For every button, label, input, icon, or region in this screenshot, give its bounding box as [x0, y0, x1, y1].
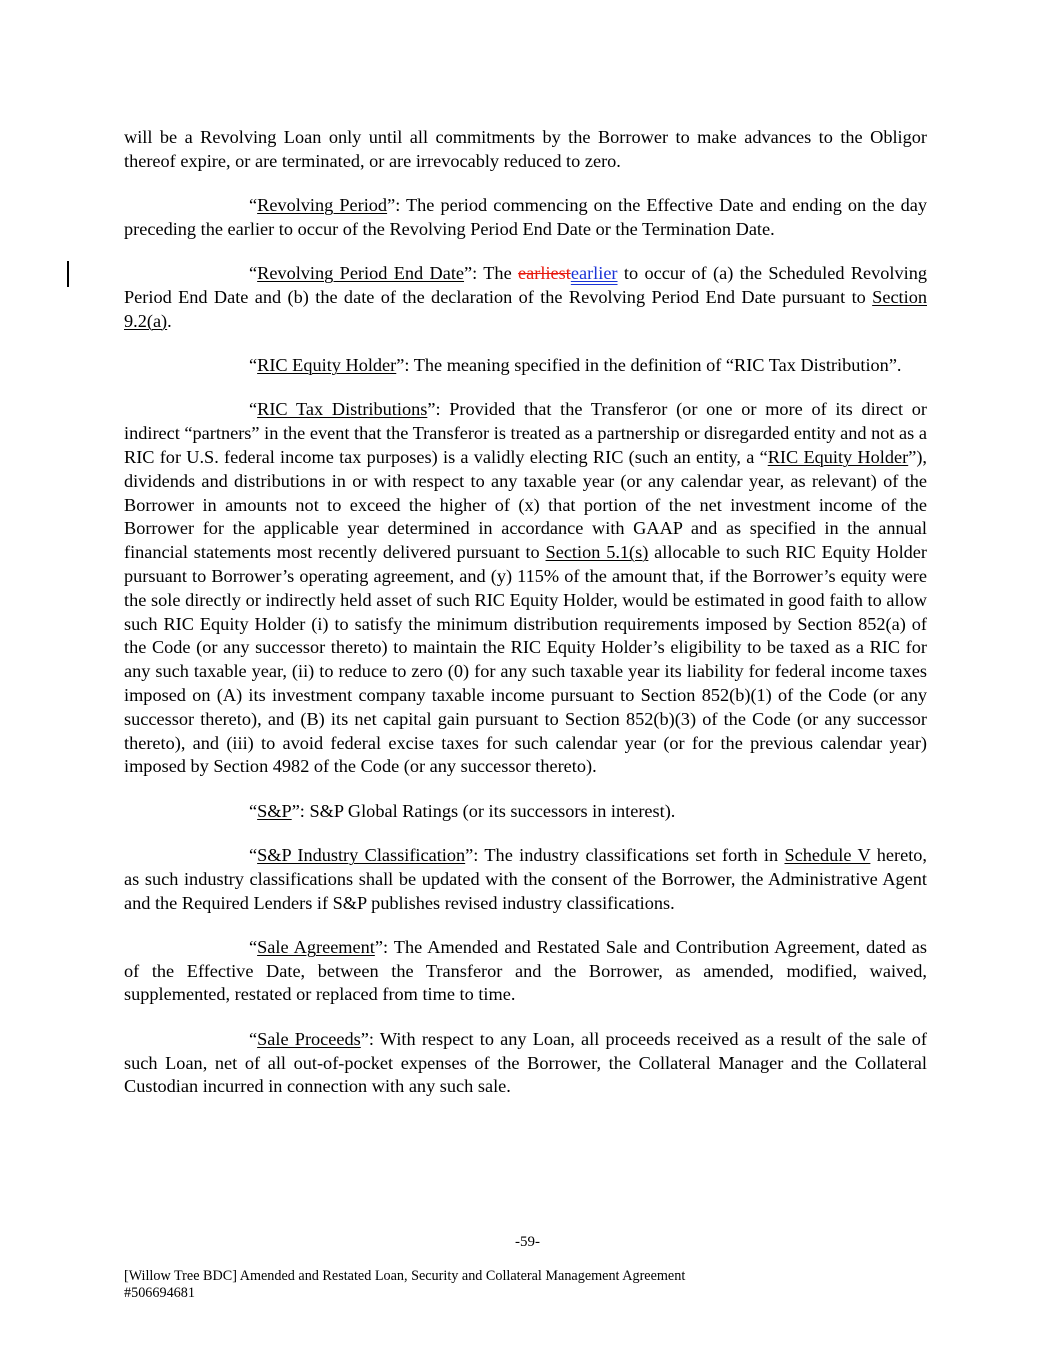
- defined-term: RIC Equity Holder: [257, 355, 397, 376]
- definition-text: to occur of (a) the Scheduled Revolving Period End Date and (b) the date of the declaration of the Revolving Period End Date pursuant to: [124, 263, 927, 307]
- defined-term: S&P: [257, 800, 292, 821]
- definition-text: ”: The: [464, 263, 519, 284]
- defined-term: Sale Proceeds: [257, 1028, 361, 1049]
- definition-text: ”), dividends and distributions in or with respect to any taxable year (or any calendar year, as relevant) of the Borrower in amounts not to exceed the higher of (x) that portion of the net investment income of the Borrower for the applicable year determined in accordance with GAAP and as specified in the annual financial statements most recently delivered pursuant to: [124, 446, 927, 563]
- document-footer: [124, 1268, 924, 1302]
- inline-defined-term: RIC Equity Holder: [767, 446, 909, 467]
- continuation-paragraph: [124, 126, 927, 174]
- open-quote: “: [249, 844, 258, 865]
- definition-ric-equity-holder: [124, 354, 927, 378]
- defined-term: Revolving Period: [257, 195, 388, 216]
- definition-sale-agreement: [124, 936, 927, 1007]
- definition-text: ”: S&P Global Ratings (or its successors in interest).: [291, 800, 676, 821]
- page-number: -59-: [515, 1234, 540, 1250]
- definition-sale-proceeds: [124, 1028, 927, 1099]
- definition-ric-tax-distributions: [124, 398, 927, 779]
- deleted-text: earliest: [518, 263, 571, 284]
- section-reference: Section 5.1(s): [545, 542, 649, 563]
- open-quote: “: [249, 1028, 258, 1049]
- definition-sp-industry-classification: [124, 844, 927, 915]
- document-body: [124, 126, 927, 1120]
- defined-term: Sale Agreement: [257, 936, 375, 957]
- definition-revolving-period-end-date: [124, 262, 927, 333]
- definition-sp: [124, 800, 927, 824]
- inserted-text: earlier: [570, 263, 618, 284]
- continuation-text: will be a Revolving Loan only until all commitments by the Borrower to make advances to the Obligor thereof expire, or are terminated, or are irrevocably reduced to zero.: [124, 127, 927, 171]
- section-reference: Section 9.2(a): [124, 286, 927, 331]
- definition-text: ”: Provided that the Transferor (or one or more of its direct or indirect “partners” in the event that the Transferor is treated as a partnership or disregarded entity and not as a RIC for U.S. federal income tax purposes) is a validly electing RIC (such an entity, a “: [124, 399, 928, 467]
- open-quote: “: [249, 195, 258, 216]
- definition-text: ”: The meaning specified in the definition of “RIC Tax Distribution”.: [396, 355, 902, 376]
- definition-text: ”: The industry classifications set forth in: [465, 844, 785, 865]
- open-quote: “: [249, 355, 258, 376]
- footer-doc-id: #506694681: [124, 1285, 195, 1301]
- open-quote: “: [249, 399, 258, 420]
- definition-revolving-period: [124, 194, 927, 242]
- schedule-reference: Schedule V: [784, 844, 871, 865]
- open-quote: “: [249, 800, 258, 821]
- open-quote: “: [249, 263, 258, 284]
- definition-text: hereto, as such industry classifications shall be updated with the consent of the Borrower, the Administrative Agent and the Required Lenders if S&P publishes revised industry classifications.: [124, 844, 927, 913]
- definition-text: ”: The period commencing on the Effective Date and ending on the day preceding the earlier to occur of the Revolving Period End Date or the Termination Date.: [124, 195, 927, 239]
- change-bar: [67, 261, 69, 287]
- definition-text: ”: The Amended and Restated Sale and Contribution Agreement, dated as of the Effective Date, between the Transferor and the Borrower, as amended, modified, waived, supplemented, restated or replaced from time to time.: [124, 936, 927, 1005]
- open-quote: “: [249, 936, 258, 957]
- footer-title: [Willow Tree BDC] Amended and Restated Loan, Security and Collateral Management Agreement: [124, 1268, 686, 1284]
- defined-term: RIC Tax Distributions: [257, 399, 428, 420]
- defined-term: S&P Industry Classification: [257, 844, 466, 865]
- defined-term: Revolving Period End Date: [257, 263, 465, 284]
- definition-text: allocable to such RIC Equity Holder pursuant to Borrower’s operating agreement, and (y) 115% of the amount that, if the Borrower’s equity were the sole directly or indirectly held asset of such RIC Equity Holder, would be estimated in good faith to allow such RIC Equity Holder (i) to satisfy the minimum distribution requirements imposed by Section 852(a) of the Code (or any successor thereto) to maintain the RIC Equity Holder’s eligibility to be taxed as a RIC for any such taxable year, (ii) to reduce to zero (0) for any such taxable year its liability for federal income taxes imposed on (A) its investment company taxable income pursuant to Section 852(b)(1) of the Code (or any successor thereto), and (B) its net capital gain pursuant to Section 852(b)(3) of the Code (or any successor thereto), and (iii) to avoid federal excise taxes for such calendar year (or for the previous calendar year) imposed by Section 4982 of the Code (or any successor thereto).: [124, 542, 927, 777]
- definition-text: ”: With respect to any Loan, all proceeds received as a result of the sale of such Loan, net of all out-of-pocket expenses of the Borrower, the Collateral Manager and the Collateral Custodian incurred in connection with any such sale.: [124, 1028, 927, 1097]
- definition-text: .: [167, 310, 172, 331]
